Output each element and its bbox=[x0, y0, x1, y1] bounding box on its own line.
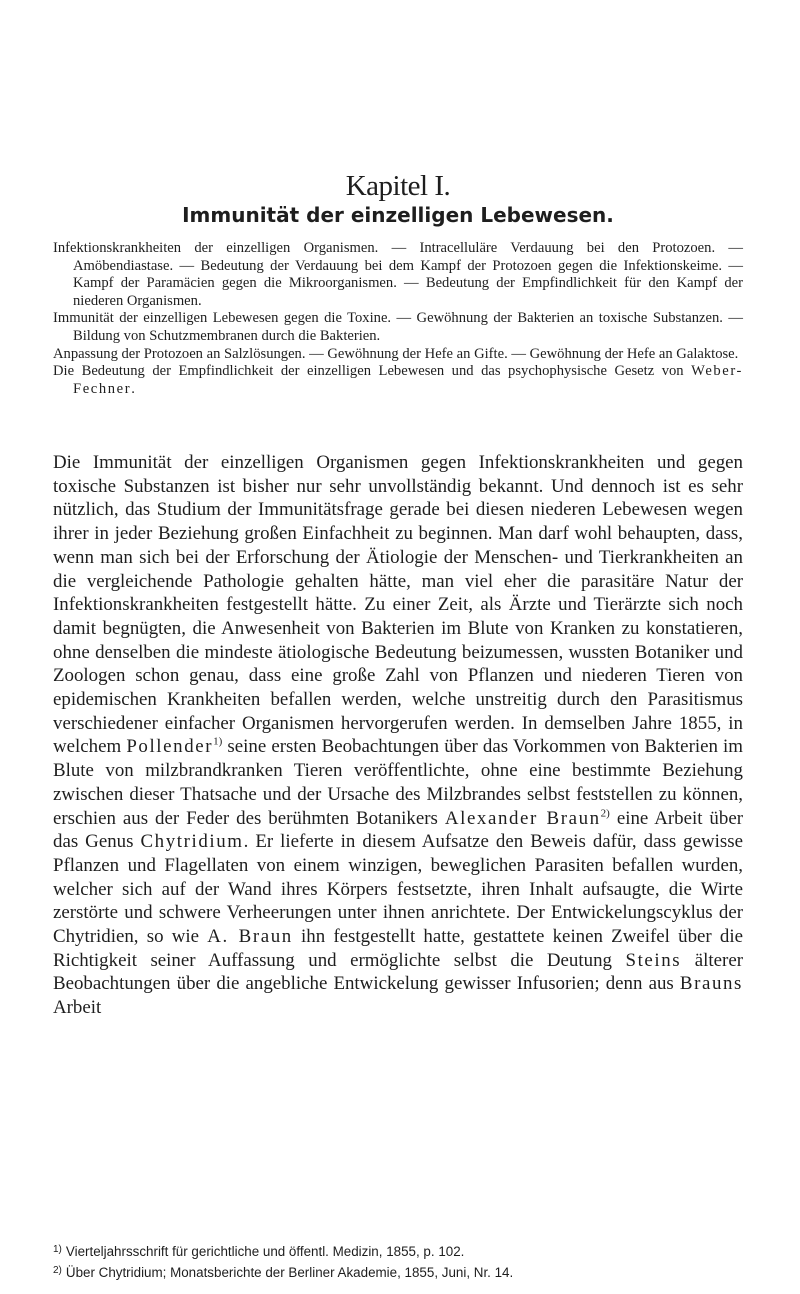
author-name: Pollender bbox=[126, 736, 214, 758]
summary-paragraph: Infektionskrankheiten der einzelligen Organismen. — Intracelluläre Verdauung bei den Protozoen. — Amöbendiastase. — Bedeutung der Verdauung bei dem Kampf der Protozoen gegen die Infektionskeime. — Kampf der Paramäcien gegen die Mikroorganismen. — Bedeutung der Empfindlichkeit für den Kampf der niederen Organismen. bbox=[53, 240, 743, 309]
footnote-text: Über Chytridium; Monatsberichte der Berliner Akademie, 1855, Juni, Nr. 14. bbox=[65, 1265, 514, 1280]
author-name: A. Braun bbox=[207, 926, 293, 948]
body-text: eine Arbeit über das Genus bbox=[53, 807, 743, 853]
summary-paragraph bbox=[53, 363, 743, 398]
footnote bbox=[53, 1261, 743, 1282]
summary-text: Die Bedeutung der Empfindlichkeit der einzelligen Lebewesen und das psychophysische Gesetz von bbox=[53, 363, 692, 380]
chapter-summary bbox=[53, 240, 743, 398]
summary-paragraph: Immunität der einzelligen Lebewesen gegen die Toxine. — Gewöhnung der Bakterien an toxische Substanzen. — Bildung von Schutzmembranen durch die Bakterien. bbox=[53, 310, 743, 344]
author-name: Brauns bbox=[679, 973, 743, 995]
body-paragraph bbox=[53, 451, 743, 1020]
body-text: Arbeit bbox=[53, 997, 102, 1019]
footnote-ref: 2) bbox=[600, 807, 610, 820]
chapter-title: Immunität der einzelligen Lebewesen. bbox=[182, 203, 614, 227]
body-text: ihn festgestellt hatte, gestattete keinen Zweifel über die Richtigkeit seiner Auffassung und ermöglichte selbst die Deutung bbox=[53, 926, 743, 971]
footnote-ref: 1) bbox=[213, 736, 223, 749]
author-name: Steins bbox=[625, 949, 682, 971]
genus-name: Chytridium bbox=[140, 831, 244, 853]
footnote-mark: 2) bbox=[53, 1265, 62, 1276]
footnote-mark: 1) bbox=[53, 1244, 62, 1255]
summary-paragraph: Anpassung der Protozoen an Salzlösungen. — Gewöhnung der Hefe an Gifte. — Gewöhnung der Hefe an Galaktose. bbox=[53, 345, 739, 362]
body-text: . Er lieferte in diesem Aufsatze den Beweis dafür, dass gewisse Pflanzen und Flagellaten von einem winzigen, beweglichen Parasiten befallen wurden, welcher sich auf der Wand ihres Körpers festsetzte, ihren Inhalt aufsaugte, die Wirte zerstörte und schwere Verheerungen unter ihnen anrichtete. Der Entwickelungscyklus der Chytridien, so wie bbox=[53, 831, 743, 948]
footnotes bbox=[53, 1240, 743, 1282]
footnote bbox=[53, 1240, 743, 1261]
body-text: seine ersten Beobachtungen über das Vorkommen von Bakterien im Blute von milzbrandkranken Tieren veröffentlichte, ohne eine bestimmte Beziehung zwischen dieser Thatsache und der Ursache des Milzbrandes selbst feststellen zu können, erschien aus der Feder des berühmten Botanikers bbox=[53, 736, 744, 829]
summary-text: . bbox=[131, 380, 135, 397]
author-name: Alexander Braun bbox=[444, 807, 601, 829]
body-text: Die Immunität der einzelligen Organismen gegen Infektionskrankheiten und gegen toxische Substanzen ist bisher nur sehr unvollständig bekannt. Und dennoch ist es sehr nützlich, das Studium der Immunitätsfrage gerade bei diesen niederen Lebewesen wegen ihrer in jeder Beziehung großen Einfachheit zu beginnen. Man darf wohl behaupten, dass, wenn man sich bei der Erforschung der Ätiologie der Menschen- und Tierkrankheiten an die vergleichende Pathologie gehalten hätte, man viel eher die parasitäre Natur der Infektionskrankheiten festgestellt hätte. Zu einer Zeit, als Ärzte und Tierärzte sich noch damit begnügten, die Anwesenheit von Bakterien im Blute von Kranken zu konstatieren, ohne denselben die mindeste ätiologische Bedeutung beizumessen, wussten Botaniker und Zoologen schon genau, dass eine große Zahl von Pflanzen und niederen Tieren von epidemischen Krankheiten befallen werden, welche unstreitig durch den Parasitismus verschiedener einfacher Organismen hervorgerufen werden. In demselben Jahre 1855, in welchem bbox=[53, 452, 743, 758]
chapter-label: Kapitel I. bbox=[345, 170, 451, 202]
footnote-text: Vierteljahrsschrift für gerichtliche und öffentl. Medizin, 1855, p. 102. bbox=[65, 1244, 465, 1259]
author-name: Weber-Fechner bbox=[73, 363, 743, 397]
body-text: älterer Beobachtungen über die angebliche Entwickelung gewisser Infusorien; denn aus bbox=[53, 949, 743, 995]
